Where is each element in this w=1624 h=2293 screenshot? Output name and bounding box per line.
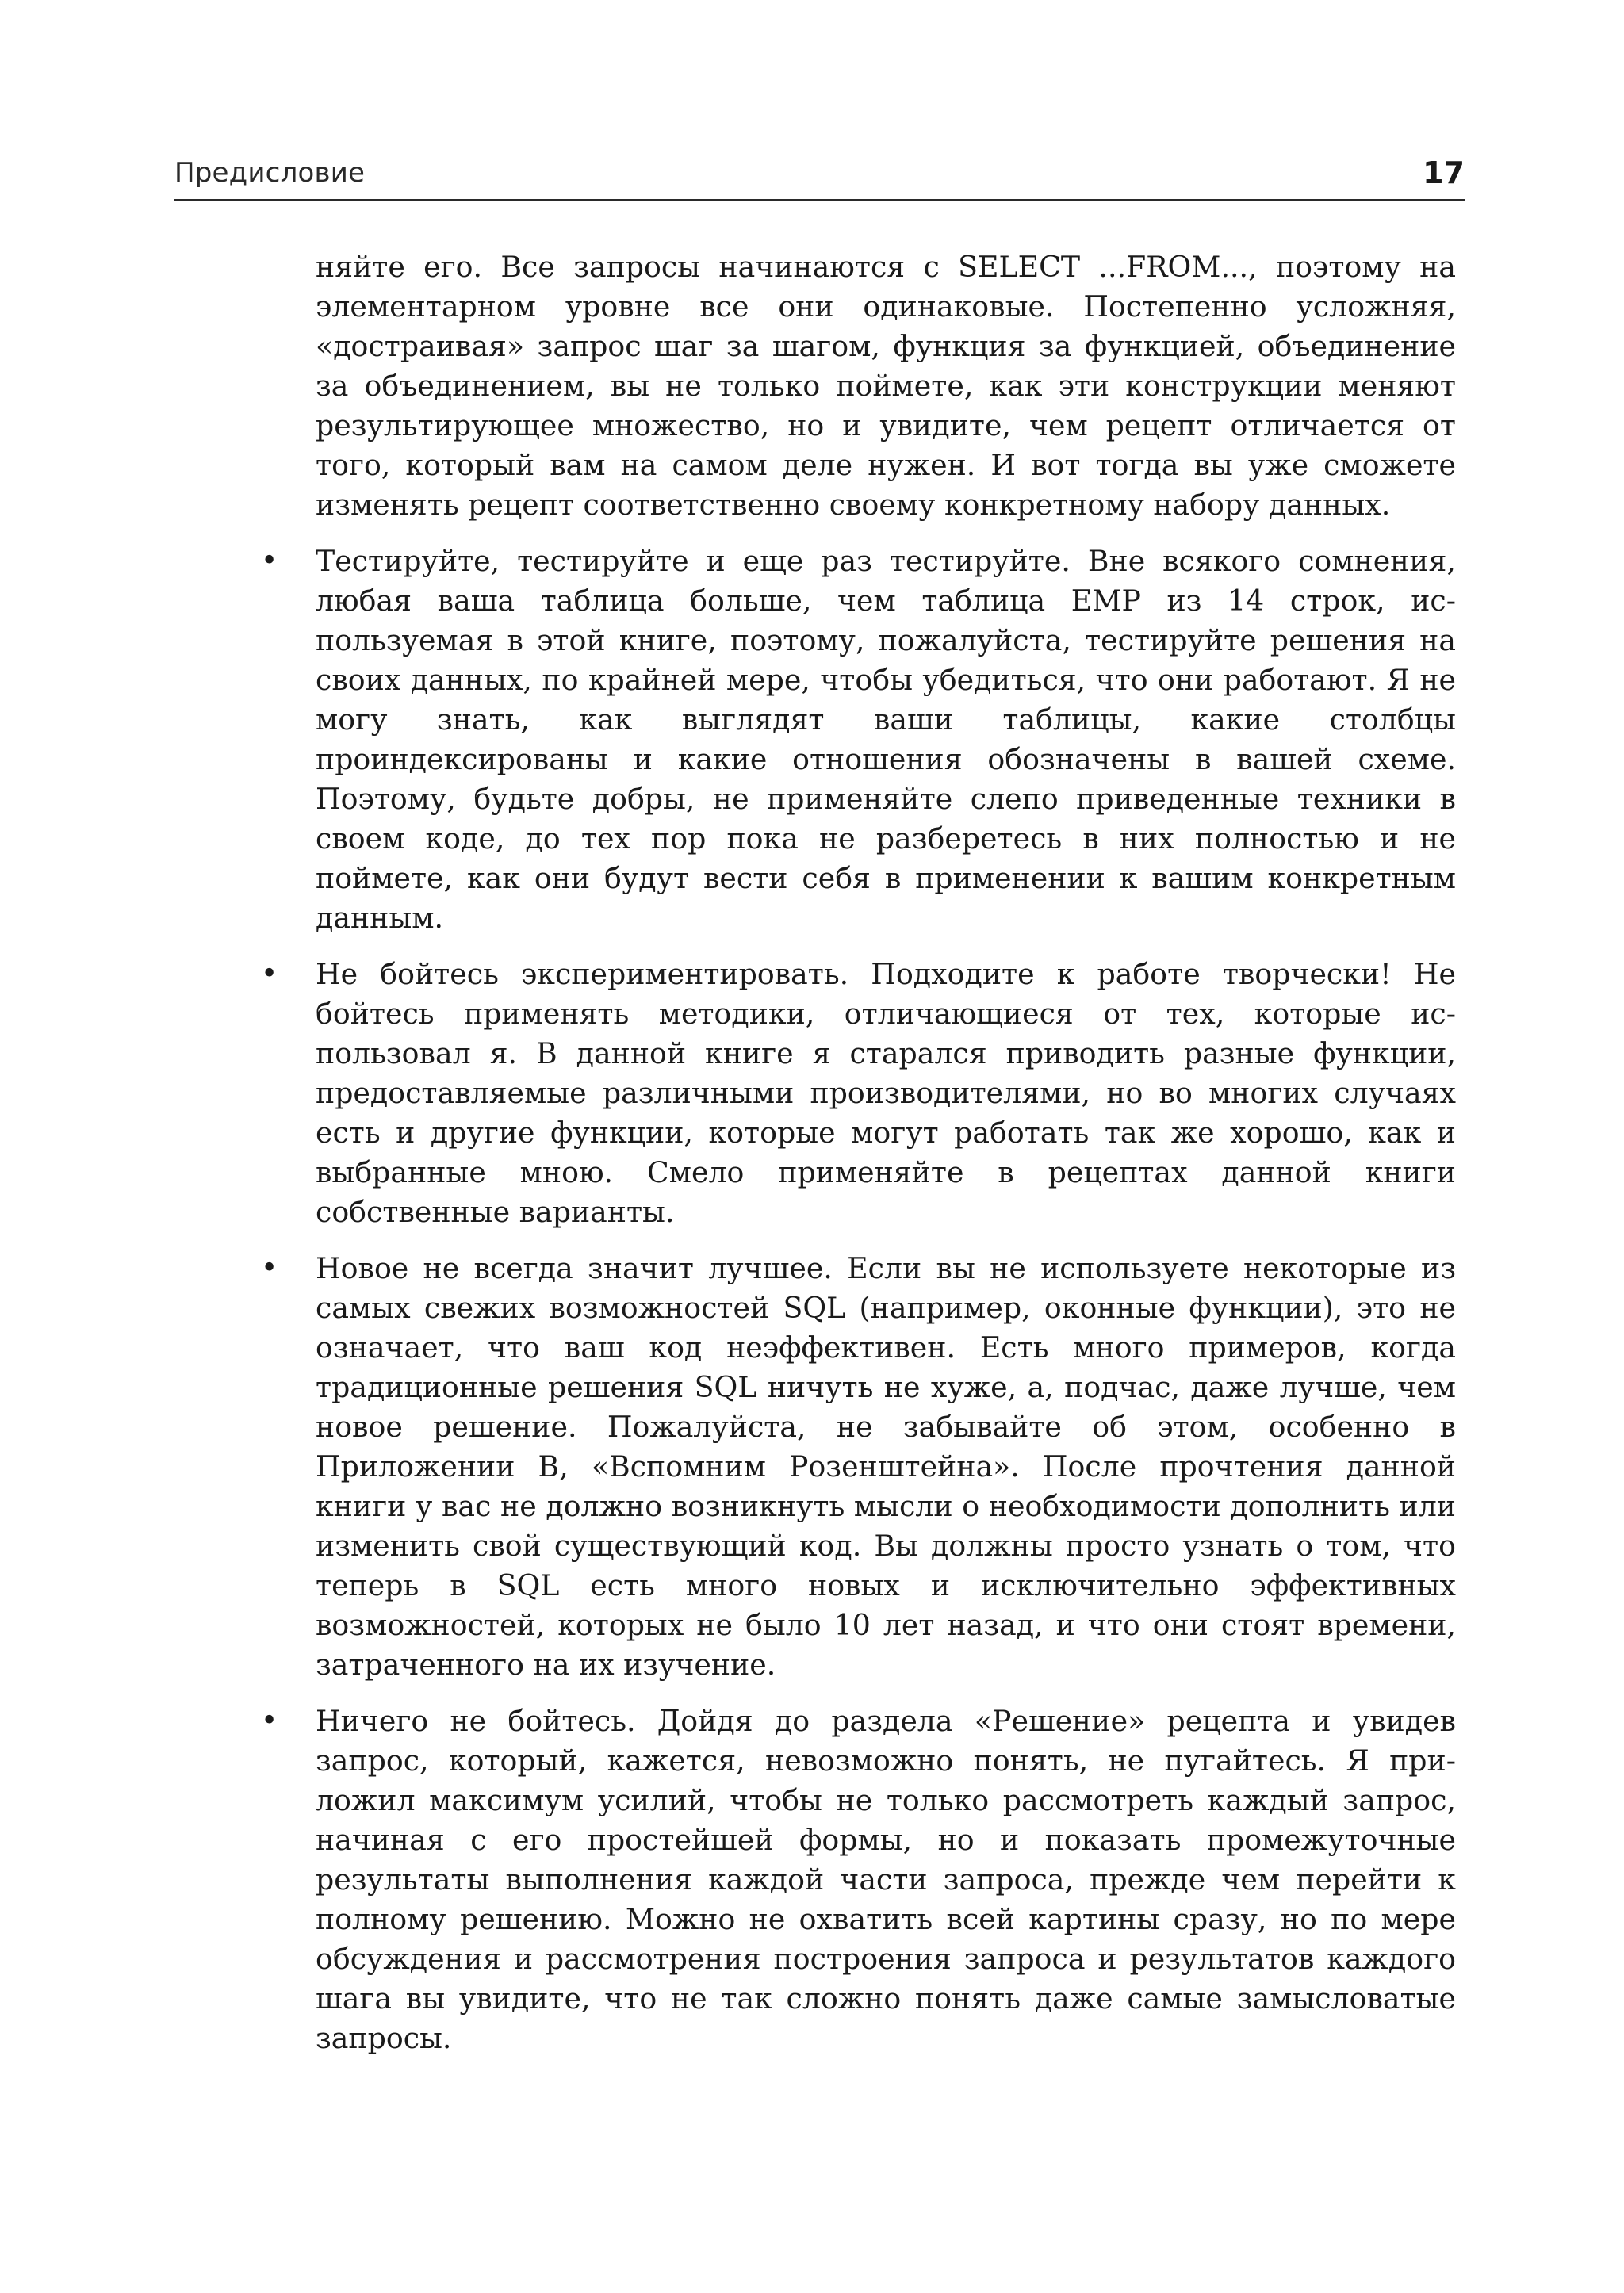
list-item-text: Не бойтесь экспериментировать. Подходите к работе творчески! Не бойтесь применять методики, отличающиеся от тех, которые использовал я. В данной книге я старался приводить разные функции, предоставляемые различными производителями, но во многих случаях есть и другие функции, которые могут работать так же хорошо, как и выбранные мною. Смело применяйте в рецептах данной книги собственные варианты. bbox=[316, 957, 1456, 1229]
bullet-icon: • bbox=[261, 1252, 278, 1284]
list-item-text: Новое не всегда значит лучшее. Если вы не используете некоторые из самых свежих возможностей SQL (например, оконные функции), это не означает, что ваш код неэффективен. Есть много примеров, когда традиционные решения SQL ничуть не хуже, а, подчас, даже лучше, чем новое решение. Пожалуйста, не забывайте об этом, особенно в Приложении B, «Вспомним Розенштейна». После прочтения данной книги у вас не должно возникнуть мысли о необходимости дополнить или изменить свой существующий код. Вы должны просто узнать о том, что теперь в SQL есть много новых и исключительно эффективных возможностей, которых не было 10 лет назад, и что они стоят времени, затраченного на их изучение. bbox=[316, 1251, 1456, 1682]
list-item bbox=[261, 542, 1456, 938]
bullet-icon: • bbox=[261, 545, 278, 577]
bullet-icon: • bbox=[261, 958, 278, 990]
header-divider bbox=[174, 199, 1465, 201]
running-title: Предисловие bbox=[174, 157, 366, 189]
page-body bbox=[261, 247, 1456, 2058]
list-item bbox=[261, 1702, 1456, 2058]
list-item bbox=[261, 955, 1456, 1232]
page-header bbox=[174, 149, 1465, 200]
tips-list bbox=[261, 542, 1456, 2058]
list-item-text: Тестируйте, тестируйте и еще раз тестируйте. Вне всякого сомнения, любая ваша таблица больше, чем таблица EMP из 14 строк, используемая в этой книге, поэтому, пожалуйста, тестируйте решения на своих данных, по крайней мере, чтобы убедиться, что они работают. Я не могу знать, как выглядят ваши таблицы, какие столбцы проиндексированы и какие отношения обозначены в вашей схеме. Поэтому, будьте добры, не применяйте слепо приведенные техники в своем коде, до тех пор пока не разберетесь в них полностью и не поймете, как они будут вести себя в применении к вашим конкретным данным. bbox=[316, 544, 1456, 935]
page-number: 17 bbox=[1423, 155, 1465, 190]
bullet-icon: • bbox=[261, 1705, 278, 1737]
intro-paragraph: няйте его. Все запросы начинаются с SELECT ...FROM..., поэтому на элементарном уровне все они одинаковые. Постепенно усложняя, «достраивая» запрос шаг за шагом, функция за функцией, объединение за объединением, вы не только поймете, как эти конструкции меняют результирующее множество, но и увидите, чем рецепт отличается от того, который вам на самом деле нужен. И вот тогда вы уже сможете изменять рецепт соответственно своему конкретному набору данных. bbox=[316, 250, 1456, 522]
list-item-text: Ничего не бойтесь. Дойдя до раздела «Решение» рецепта и увидев запрос, который, кажется, невозможно понять, не пугайтесь. Я приложил максимум усилий, чтобы не только рассмотреть каждый запрос, начиная с его простейшей формы, но и показать промежуточные результаты выполнения каждой части запроса, прежде чем перейти к полному решению. Можно не охватить всей картины сразу, но по мере обсуждения и рассмотрения построения запроса и результатов каждого шага вы увидите, что не так сложно понять даже самые замысловатые запросы. bbox=[316, 1704, 1456, 2055]
list-item bbox=[261, 1249, 1456, 1685]
